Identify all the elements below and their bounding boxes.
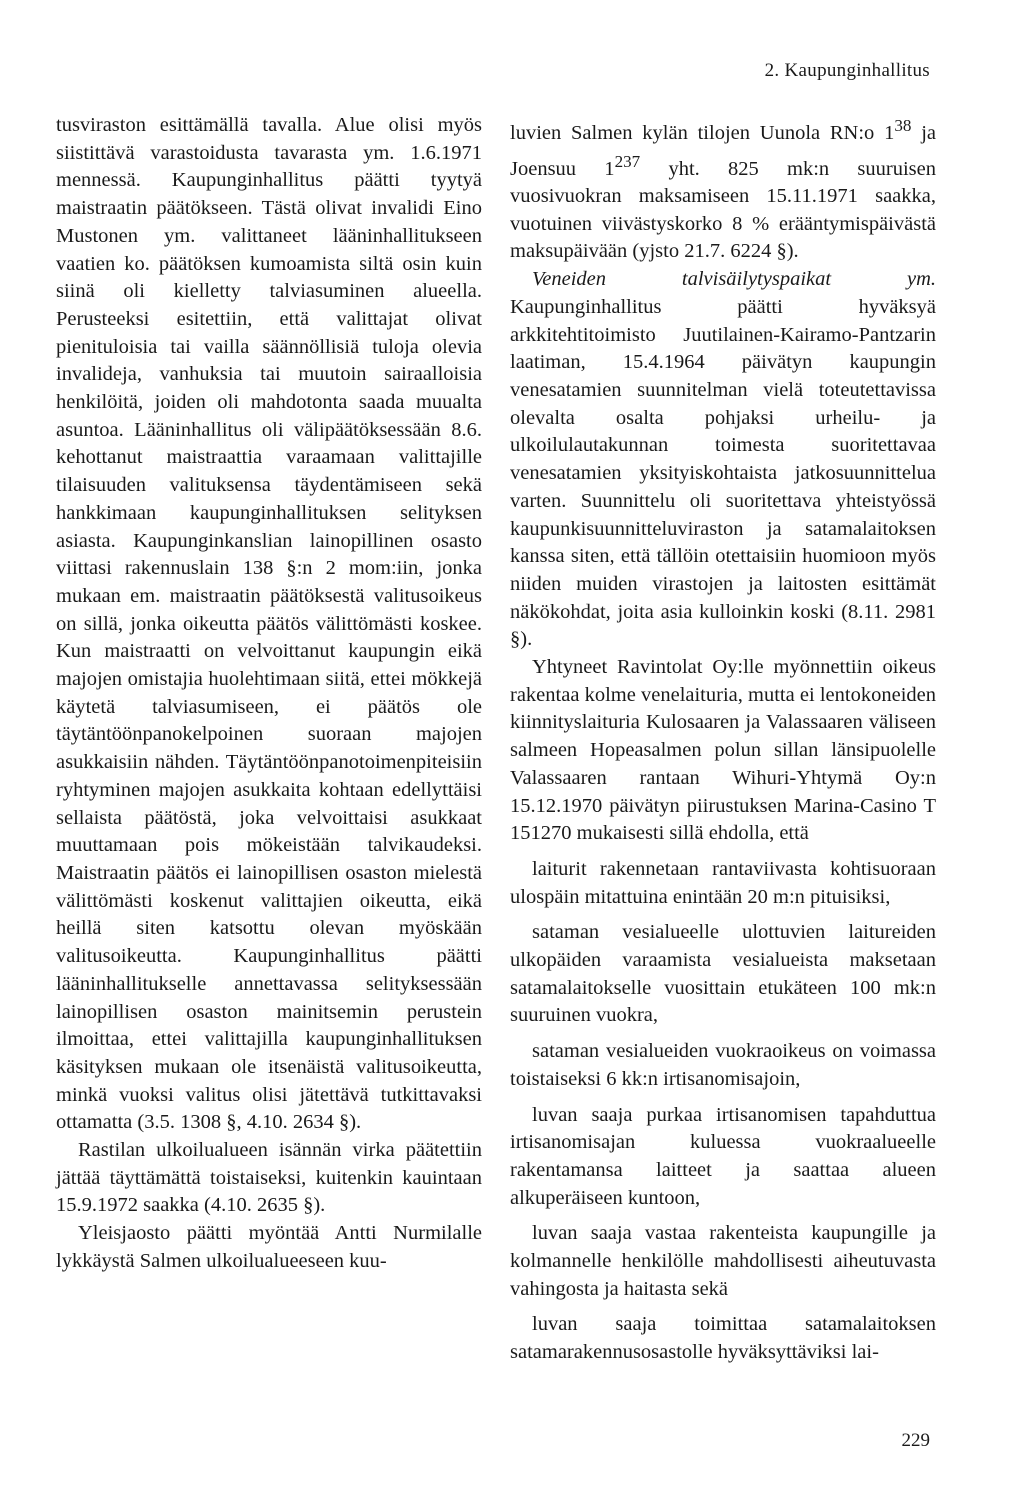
text-run: yht. 825 mk:n suuruisen vuosivuokran maksamiseen 15.11.1971 saakka, vuotuinen viivästyskorko 8 % erääntymispäivästä maksupäivään (yjsto 21.7. 6224 §). xyxy=(510,157,936,263)
paragraph: Yleisjaosto päätti myöntää Antti Nurmilalle lykkäystä Salmen ulkoilualueeseen kuu- xyxy=(56,1222,482,1272)
paragraph xyxy=(510,112,936,266)
condition-item: luvan saaja vastaa rakenteista kaupungille ja kolmannelle henkilölle mahdollisesti aiheutuvasta vahingosta ja haitasta sekä xyxy=(510,1222,936,1300)
text-run: ja Joensuu 1 xyxy=(510,121,936,180)
condition-item: luvan saaja purkaa irtisanomisen tapahduttua irtisanomisajan kuluessa vuokraalueelle rakentamansa laitteet ja saattaa alueen alkuperäiseen kuntoon, xyxy=(510,1103,936,1209)
condition-item: sataman vesialueelle ulottuvien laitureiden ulkopäiden varaamista vesialueista maksetaan satamalaitokselle vuosittain etukäteen 100 mk:n suuruinen vuokra, xyxy=(510,921,936,1027)
condition-item: sataman vesialueiden vuokraoikeus on voimassa toistaiseksi 6 kk:n irtisanomisajoin, xyxy=(510,1040,936,1090)
superscript: 38 xyxy=(894,116,912,135)
paragraph xyxy=(510,266,936,654)
running-header: 2. Kaupunginhallitus xyxy=(764,60,930,81)
paragraph: Rastilan ulkoilualueen isännän virka päätettiin jättää täyttämättä toistaiseksi, kuitenkin kauintaan 15.9.1972 saakka (4.10. 2635 §). xyxy=(56,1139,482,1217)
condition-item: laiturit rakennetaan rantaviivasta kohtisuoraan ulospäin mitattuina enintään 20 m:n pituisiksi, xyxy=(510,857,936,908)
page-number: 229 xyxy=(901,1430,930,1451)
paragraph: tusviraston esittämällä tavalla. Alue olisi myös siistittävä varastoidusta tavarasta ym. 1.6.1971 mennessä. Kaupunginhallitus päätti tyytyä maistraatin päätökseen. Tästä olivat invalidi Eino Mustonen ym. valittaneet lääninhallitukseen vaatien ko. päätöksen kumoamista siltä osin kuin siinä oli kielletty talviasuminen alueella. Perusteeksi esitettiin, että valittajat olivat pienituloisia tai vailla säännöllisiä tuloja olevia invalideja, vanhuksia tai muutoin sairaalloisia henkilöitä, joiden oli mahdotonta saada muualta asuntoa. Lääninhallitus oli välipäätöksessään 8.6. kehottanut maistraattia varaamaan valittajille tilaisuuden valituksensa täydentämiseen sekä hankkimaan kaupunginhallituksen selityksen asiasta. Kaupunginkanslian lainopillinen osasto viittasi rakennuslain 138 §:n 2 mom:iin, jonka mukaan em. maistraatin päätöksestä valitusoikeus on sillä, jonka oikeutta päätös välittömästi koskee. Kun maistraatti on velvoittanut kaupungin eikä majojen omistajia huolehtimaan siitä, ettei mökkejä käytetä talviasumiseen, ei päätös ole täytäntöönpanokelpoinen suoraan majojen asukkaisiin nähden. Täytäntöönpanotoimenpiteisiin ryhtyminen majojen asukkaita kohtaan edellyttäisi sellaista päätöstä, joka velvoittaisi asukkaat muuttamaan pois mökeistään talvikaudeksi. Maistraatin päätös ei lainopillisen osaston mielestä välittömästi koskenut valittajien oikeutta, eikä heillä siten katsottu olevan myöskään valitusoikeutta. Kaupunginhallitus päätti lääninhallitukselle annettavassa selityksessään lainopillisen osaston mainitsemin perustein ilmoittaa, ettei valittajilla kaupunginhallituksen käsityksen mukaan ole itsenäistä valitusoikeutta, minkä vuoksi valitus olisi jätettävä tutkittavaksi ottamatta (3.5. 1308 §, 4.10. 2634 §). xyxy=(56,114,482,1134)
superscript: 237 xyxy=(614,151,641,171)
right-column xyxy=(510,112,936,1367)
left-column xyxy=(56,112,482,1276)
section-heading: Veneiden talvisäilytyspaikat ym. xyxy=(532,268,936,291)
paragraph: Yhtyneet Ravintolat Oy:lle myönnettiin oikeus rakentaa kolme venelaituria, mutta ei lentokoneiden kiinnityslaituria Kulosaaren ja Valassaaren väliseen salmeen Hopeasalmen polun sillan länsipuolelle Valassaaren rantaan Wihuri-Yhtymä Oy:n 15.12.1970 päivätyn piirustuksen Marina-Casino T 151270 mukaisesti sillä ehdolla, että xyxy=(510,656,936,845)
text-run: Kaupunginhallitus päätti hyväksyä arkkitehtitoimisto Juutilainen-Kairamo-Pantzarin laatiman, 15.4.1964 päivätyn kaupungin venesatamien suunnitelman vielä toteutettavissa olevalta osalta pohjaksi urheilu- ja ulkoilulautakunnan toimesta suoritettavaa venesatamien yksityiskohtaista jatkosuunnittelua varten. Suunnittelu oli suoritettava yhteistyössä kaupunkisuunnitteluviraston ja satamalaitoksen kanssa siten, että tällöin otettaisiin huomioon myös niiden muiden virastojen ja laitosten esittämät näkökohdat, joita asia kulloinkin koski (8.11. 2981 §). xyxy=(510,295,936,651)
text-run: luvien Salmen kylän tilojen Uunola RN:o 1 xyxy=(510,121,895,144)
condition-item: luvan saaja toimittaa satamalaitoksen satamarakennusosastolle hyväksyttäviksi lai- xyxy=(510,1313,936,1364)
